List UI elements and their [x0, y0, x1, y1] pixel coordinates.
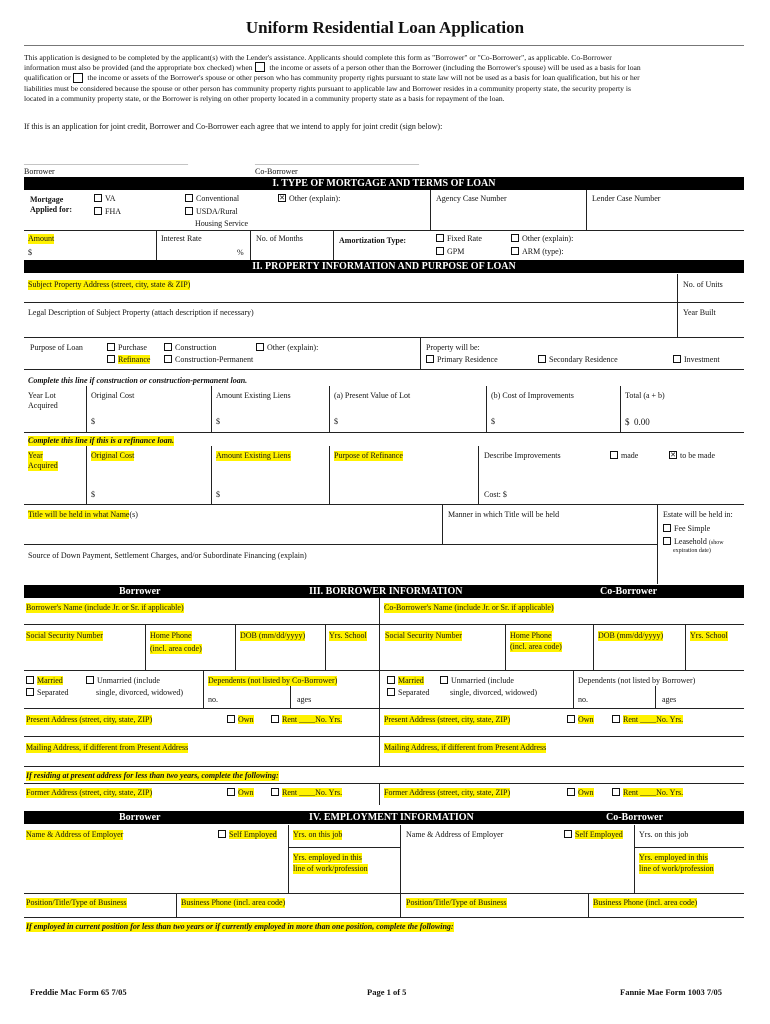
- b-own-checkbox[interactable]: [227, 715, 235, 723]
- fha-option[interactable]: FHA: [94, 207, 121, 217]
- b-dependents-ages[interactable]: ages: [297, 695, 312, 704]
- divider: [620, 386, 621, 432]
- divider: [86, 386, 87, 432]
- va-checkbox[interactable]: [94, 194, 102, 202]
- mortgage-label: Mortgage: [30, 195, 64, 204]
- section-4-title: IV. EMPLOYMENT INFORMATION: [309, 812, 474, 823]
- section-4-header: [24, 811, 744, 824]
- divider: [573, 670, 574, 708]
- divider: [203, 670, 204, 708]
- applied-for-label: Applied for:: [30, 205, 72, 214]
- no-units-label: No. of Units: [683, 280, 723, 289]
- c-ssn-label: Social Security Number: [385, 631, 462, 640]
- secondary-residence-option[interactable]: Secondary Residence: [538, 355, 618, 365]
- refi-acquired-label: Acquired: [28, 461, 58, 470]
- c-former-address-label: Former Address (street, city, state, ZIP): [384, 788, 511, 797]
- b-married-checkbox[interactable]: [26, 676, 34, 684]
- divider: [657, 504, 658, 584]
- refi-year-label: Year: [28, 451, 43, 460]
- total-value[interactable]: $ 0.00: [625, 417, 650, 427]
- center-divider: [379, 783, 380, 805]
- gpm-checkbox[interactable]: [436, 247, 444, 255]
- investment-checkbox[interactable]: [673, 355, 681, 363]
- rule: [634, 847, 744, 848]
- b-former-rent-checkbox[interactable]: [271, 788, 279, 796]
- rule: [24, 302, 744, 303]
- b-former-own-option[interactable]: Own: [227, 788, 254, 798]
- rule: [24, 893, 744, 894]
- b-rent-checkbox[interactable]: [271, 715, 279, 723]
- amount-liens-dollar[interactable]: $: [216, 417, 220, 426]
- year-lot-label: Year Lot: [28, 391, 56, 400]
- other-mortgage-checkbox-checked[interactable]: ✕: [279, 194, 285, 203]
- secondary-residence-checkbox[interactable]: [538, 355, 546, 363]
- rule: [288, 847, 400, 848]
- source-down-payment-label: Source of Down Payment, Settlement Charges, and/or Subordinate Financing (explain): [28, 551, 307, 560]
- c-home-phone-label: Home Phone: [510, 631, 552, 640]
- b-separated-checkbox[interactable]: [26, 688, 34, 696]
- present-value-label: (a) Present Value of Lot: [334, 391, 411, 400]
- divider: [176, 893, 177, 917]
- intro-line-5: located in a community property state, or the Borrower is relying on other property located in a community property state as a basis for repayment of the loan.: [24, 93, 505, 103]
- borrower-column-header: Borrower: [119, 586, 161, 597]
- rule: [24, 736, 744, 737]
- rule: [24, 917, 744, 918]
- coborrower-signature-line[interactable]: _________________________________________: [255, 157, 419, 166]
- legal-description-label: Legal Description of Subject Property (attach description if necessary): [28, 308, 254, 317]
- b-unmarried-checkbox[interactable]: [86, 676, 94, 684]
- expiration-date-label: expiration date): [673, 548, 711, 554]
- section-3-header: [24, 585, 744, 598]
- rule: [24, 230, 744, 231]
- rule: [24, 544, 657, 545]
- c-former-own-checkbox[interactable]: [567, 788, 575, 796]
- divider: [211, 446, 212, 504]
- amortization-label: Amortization Type:: [339, 236, 407, 245]
- b-present-address-label: Present Address (street, city, state, ZIP): [26, 715, 153, 724]
- c-self-employed-option[interactable]: Self Employed: [564, 830, 623, 840]
- employed-note: If employed in current position for less than two years or if currently employed in more than one position, complete the following:: [26, 922, 454, 931]
- c-business-phone-label: Business Phone (incl. area code): [593, 898, 698, 907]
- divider: [478, 446, 479, 504]
- b-area-code-label: (incl. area code): [150, 644, 202, 653]
- fha-checkbox[interactable]: [94, 207, 102, 215]
- agency-case-label: Agency Case Number: [436, 194, 507, 203]
- divider: [156, 230, 157, 260]
- rule: [24, 624, 744, 625]
- c-area-code-label: (incl. area code): [510, 642, 562, 651]
- cost-improvements-label: (b) Cost of Improvements: [491, 391, 574, 400]
- arm-checkbox[interactable]: [511, 247, 519, 255]
- manner-title-label: Manner in which Title will be held: [448, 510, 560, 519]
- b-self-employed-checkbox[interactable]: [218, 830, 226, 838]
- va-option[interactable]: VA: [94, 194, 116, 204]
- rule: [24, 504, 744, 505]
- divider: [685, 624, 686, 670]
- cost-improvements-dollar[interactable]: $: [491, 417, 495, 426]
- b-dependents-label: Dependents (not listed by Co-Borrower): [208, 676, 338, 685]
- footer-fannie-mae: Fannie Mae Form 1003 7/05: [620, 987, 722, 997]
- c-dependents-label: Dependents (not listed by Borrower): [578, 676, 696, 685]
- original-cost-dollar[interactable]: $: [91, 417, 95, 426]
- rule: [24, 783, 744, 784]
- construction-line-note: Complete this line if construction or construction-permanent loan.: [28, 376, 248, 385]
- c-dependents-no[interactable]: no.: [578, 695, 588, 704]
- divider: [486, 386, 487, 432]
- estate-held-label: Estate will be held in:: [663, 510, 733, 519]
- intro-paragraph: [24, 53, 744, 104]
- divider: [288, 825, 289, 893]
- rule: [24, 766, 744, 767]
- rule: [24, 369, 744, 370]
- intro-line-1: This application is designed to be completed by the applicant(s) with the Lender's assistance. Applicants should complete this form as "Borrower" or "Co-Borrower", as applicable. Co-Borrower: [24, 53, 612, 62]
- year-lot-acquired-label: Acquired: [28, 401, 58, 410]
- purchase-checkbox[interactable]: [107, 343, 115, 351]
- page-title: Uniform Residential Loan Application: [245, 18, 525, 37]
- b-employer-label: Name & Address of Employer: [26, 830, 124, 839]
- intro-line-2: information must also be provided (and the appropriate box checked) when the income or assets of a person other than the Borrower (including the Borrower's spouse) will be used as a basis for loan: [24, 63, 641, 73]
- purpose-of-loan-label: Purpose of Loan: [30, 343, 83, 352]
- present-value-dollar[interactable]: $: [334, 417, 338, 426]
- coborrower-employment-header: Co-Borrower: [606, 812, 664, 823]
- b-former-address-label: Former Address (street, city, state, ZIP): [26, 788, 153, 797]
- divider: [329, 386, 330, 432]
- c-rent-option[interactable]: Rent ____No. Yrs.: [612, 715, 683, 725]
- c-former-own-option[interactable]: Own: [567, 788, 594, 798]
- purchase-option[interactable]: Purchase: [107, 343, 147, 353]
- interest-rate-label: Interest Rate: [161, 234, 202, 243]
- divider: [325, 624, 326, 670]
- c-unmarried-option[interactable]: Unmarried (include: [440, 676, 514, 686]
- refinance-checkbox[interactable]: [107, 355, 115, 363]
- c-unmarried-checkbox[interactable]: [440, 676, 448, 684]
- divider: [655, 686, 656, 708]
- c-yrs-job-label: Yrs. on this job: [639, 830, 689, 839]
- b-single-label: single, divorced, widowed): [96, 688, 184, 697]
- amount-label: Amount: [28, 234, 55, 243]
- c-married-checkbox[interactable]: [387, 676, 395, 684]
- construction-permanent-checkbox[interactable]: [164, 355, 172, 363]
- other-purpose-checkbox[interactable]: [256, 343, 264, 351]
- fee-simple-option[interactable]: Fee Simple: [663, 524, 710, 534]
- primary-residence-option[interactable]: Primary Residence: [426, 355, 498, 365]
- divider: [145, 624, 146, 670]
- divider: [290, 686, 291, 708]
- c-employer-label: Name & Address of Employer: [406, 830, 504, 839]
- b-self-employed-option[interactable]: Self Employed: [218, 830, 277, 840]
- divider: [430, 190, 431, 230]
- fixed-rate-option[interactable]: Fixed Rate: [436, 234, 482, 244]
- title-rule: [24, 45, 744, 46]
- coborrower-income-checkbox[interactable]: [255, 62, 265, 72]
- intro-line-4: liabilities must be considered because the spouse or other person has community property rights pursuant to applicable law and Borrower resides in a community property state, the security property is: [24, 83, 631, 93]
- intro-line-3: qualification or the income or assets of the Borrower's spouse or other person who has community property rights pursuant to state law will not be used as a basis for loan qualification, but his or her: [24, 73, 640, 83]
- subject-address-label: Subject Property Address (street, city, state & ZIP): [28, 280, 191, 289]
- b-yrs-employed-1: Yrs. employed in this: [293, 853, 362, 862]
- to-be-made-checkbox-checked[interactable]: ✕: [670, 451, 676, 460]
- borrower-signature-label: Borrower: [24, 167, 55, 176]
- b-yrs-employed-2: line of work/profession: [293, 864, 368, 873]
- refinance-option[interactable]: Refinance: [107, 355, 150, 365]
- c-yrs-employed-1: Yrs. employed in this: [639, 853, 708, 862]
- c-single-label: single, divorced, widowed): [450, 688, 538, 697]
- joint-credit-text: If this is an application for joint credit, Borrower and Co-Borrower each agree that we intend to apply for joint credit (sign below):: [24, 122, 443, 131]
- refi-amount-liens-dollar[interactable]: $: [216, 490, 220, 499]
- divider: [442, 504, 443, 544]
- b-rent-option[interactable]: Rent ____No. Yrs.: [271, 715, 342, 725]
- made-checkbox[interactable]: [610, 451, 618, 459]
- c-self-employed-checkbox[interactable]: [564, 830, 572, 838]
- spouse-income-checkbox[interactable]: [73, 73, 83, 83]
- made-option[interactable]: made: [610, 451, 638, 461]
- c-former-rent-option[interactable]: Rent ____No. Yrs.: [612, 788, 683, 798]
- b-dob-label: DOB (mm/dd/yyyy): [240, 631, 306, 640]
- coborrower-name-label: Co-Borrower's Name (include Jr. or Sr. if applicable): [384, 603, 554, 612]
- c-rent-checkbox[interactable]: [612, 715, 620, 723]
- leasehold-checkbox[interactable]: [663, 537, 671, 545]
- b-home-phone-label: Home Phone: [150, 631, 192, 640]
- improvements-cost-label: Cost: $: [484, 490, 507, 499]
- fee-simple-checkbox[interactable]: [663, 524, 671, 532]
- rule: [24, 432, 744, 433]
- conventional-option[interactable]: Conventional: [185, 194, 239, 204]
- c-former-rent-checkbox[interactable]: [612, 788, 620, 796]
- c-dependents-ages[interactable]: ages: [662, 695, 677, 704]
- borrower-signature-line[interactable]: _________________________________________: [24, 157, 188, 166]
- rule: [24, 708, 744, 709]
- b-ssn-label: Social Security Number: [26, 631, 103, 640]
- section-1-header: I. TYPE OF MORTGAGE AND TERMS OF LOAN: [24, 177, 744, 190]
- title-held-label: Title will be held in what Name(s): [28, 510, 138, 519]
- b-yrs-job-label: Yrs. on this job: [293, 830, 343, 839]
- divider: [329, 446, 330, 504]
- gpm-option[interactable]: GPM: [436, 247, 464, 257]
- divider: [677, 302, 678, 337]
- usda-checkbox[interactable]: [185, 207, 193, 215]
- property-will-be-label: Property will be:: [426, 343, 480, 352]
- divider: [235, 624, 236, 670]
- total-label: Total (a + b): [625, 391, 665, 400]
- divider: [420, 337, 421, 369]
- divider: [634, 825, 635, 893]
- divider: [250, 230, 251, 260]
- divider: [588, 893, 589, 917]
- divider: [86, 446, 87, 504]
- year-built-label: Year Built: [683, 308, 716, 317]
- other-mortgage-option[interactable]: ✕ Other (explain):: [279, 194, 341, 203]
- section-2-header: II. PROPERTY INFORMATION AND PURPOSE OF LOAN: [24, 260, 744, 273]
- investment-option[interactable]: Investment: [673, 355, 720, 365]
- b-unmarried-option[interactable]: Unmarried (include: [86, 676, 160, 686]
- residing-note: If residing at present address for less than two years, complete the following:: [26, 771, 279, 780]
- other-amortization-option[interactable]: Other (explain):: [511, 234, 573, 244]
- refinance-line-note: Complete this line if this is a refinance loan.: [28, 436, 175, 445]
- b-position-label: Position/Title/Type of Business: [26, 898, 127, 907]
- c-separated-checkbox[interactable]: [387, 688, 395, 696]
- housing-service-label: Housing Service: [195, 219, 249, 228]
- borrower-name-label: Borrower's Name (include Jr. or Sr. if applicable): [26, 603, 184, 612]
- interest-percent[interactable]: %: [237, 248, 244, 257]
- center-divider: [400, 825, 401, 917]
- no-months-label: No. of Months: [256, 234, 303, 243]
- other-amortization-checkbox[interactable]: [511, 234, 519, 242]
- describe-improvements-label: Describe Improvements: [484, 451, 561, 460]
- borrower-employment-header: Borrower: [119, 812, 161, 823]
- divider: [677, 274, 678, 302]
- rule: [24, 337, 744, 338]
- purpose-refinance-label: Purpose of Refinance: [334, 451, 403, 460]
- b-separated-option[interactable]: Separated: [26, 688, 69, 698]
- c-yrs-employed-2: line of work/profession: [639, 864, 714, 873]
- c-separated-option[interactable]: Separated: [387, 688, 430, 698]
- leasehold-option[interactable]: Leasehold (show: [663, 537, 724, 547]
- c-own-checkbox[interactable]: [567, 715, 575, 723]
- b-business-phone-label: Business Phone (incl. area code): [181, 898, 286, 907]
- c-mailing-label: Mailing Address, if different from Present Address: [384, 743, 547, 752]
- lender-case-label: Lender Case Number: [592, 194, 661, 203]
- b-own-option[interactable]: Own: [227, 715, 254, 725]
- b-mailing-label: Mailing Address, if different from Present Address: [26, 743, 189, 752]
- c-own-option[interactable]: Own: [567, 715, 594, 725]
- primary-residence-checkbox[interactable]: [426, 355, 434, 363]
- construction-checkbox[interactable]: [164, 343, 172, 351]
- divider: [211, 386, 212, 432]
- refi-original-cost-dollar[interactable]: $: [91, 490, 95, 499]
- c-dob-label: DOB (mm/dd/yyyy): [598, 631, 664, 640]
- b-former-rent-option[interactable]: Rent ____No. Yrs.: [271, 788, 342, 798]
- divider: [586, 190, 587, 230]
- divider: [333, 230, 334, 260]
- c-yrs-school-label: Yrs. School: [690, 631, 728, 640]
- footer-freddie-mac: Freddie Mac Form 65 7/05: [30, 987, 127, 997]
- amount-dollar[interactable]: $: [28, 248, 32, 257]
- rule: [24, 670, 744, 671]
- construction-option[interactable]: Construction: [164, 343, 216, 353]
- amount-existing-liens-label: Amount Existing Liens: [216, 391, 291, 400]
- usda-option[interactable]: USDA/Rural: [185, 207, 238, 217]
- coborrower-signature-label: Co-Borrower: [255, 167, 298, 176]
- arm-option[interactable]: ARM (type):: [511, 247, 564, 257]
- b-dependents-no[interactable]: no.: [208, 695, 218, 704]
- other-purpose-option[interactable]: Other (explain):: [256, 343, 318, 353]
- b-former-own-checkbox[interactable]: [227, 788, 235, 796]
- construction-permanent-option[interactable]: Construction-Permanent: [164, 355, 253, 365]
- conventional-checkbox[interactable]: [185, 194, 193, 202]
- section-3-title: III. BORROWER INFORMATION: [309, 586, 463, 597]
- coborrower-column-header: Co-Borrower: [600, 586, 658, 597]
- to-be-made-option[interactable]: ✕ to be made: [670, 451, 716, 460]
- c-married-option[interactable]: Married: [387, 676, 424, 686]
- fixed-rate-checkbox[interactable]: [436, 234, 444, 242]
- divider: [505, 624, 506, 670]
- original-cost-label: Original Cost: [91, 391, 135, 400]
- c-position-label: Position/Title/Type of Business: [406, 898, 507, 907]
- b-yrs-school-label: Yrs. School: [329, 631, 367, 640]
- divider: [593, 624, 594, 670]
- b-married-option[interactable]: Married: [26, 676, 63, 686]
- refi-original-cost-label: Original Cost: [91, 451, 135, 460]
- footer-page-number: Page 1 of 5: [367, 987, 407, 997]
- refi-amount-liens-label: Amount Existing Liens: [216, 451, 291, 460]
- c-present-address-label: Present Address (street, city, state, ZIP): [384, 715, 511, 724]
